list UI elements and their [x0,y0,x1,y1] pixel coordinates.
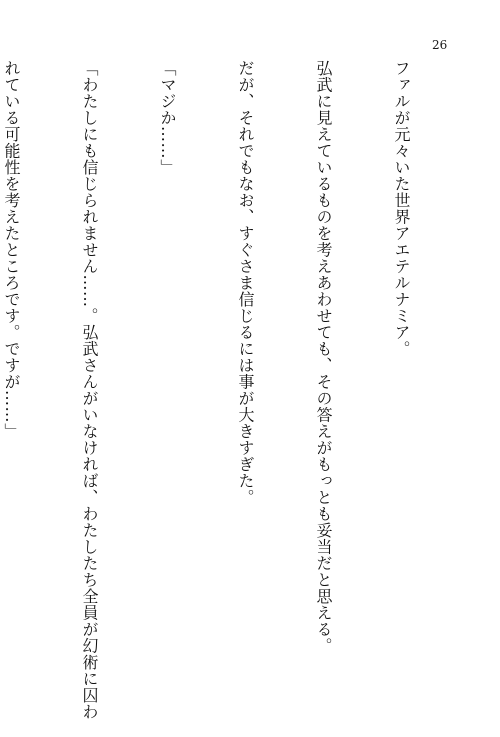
text-line: 「マジか……」 [158,60,177,176]
vertical-text-body [2,60,466,720]
page-number: 26 [432,38,448,52]
text-line: 「わたしにも信じられません……。弘武さんがいなければ、わたしたち全員が幻術に囚わ [80,60,99,720]
text-line: ファルが元々いた世界アエテルナミア。 [392,60,411,357]
text-line: だが、それでもなお、すぐさま信じるには事が大きすぎた。 [236,60,255,506]
text-line: れている可能性を考えたところです。ですが……」 [2,60,21,440]
text-line: 弘武に見えているものを考えあわせても、その答えがもっとも妥当だと思える。 [314,60,333,654]
